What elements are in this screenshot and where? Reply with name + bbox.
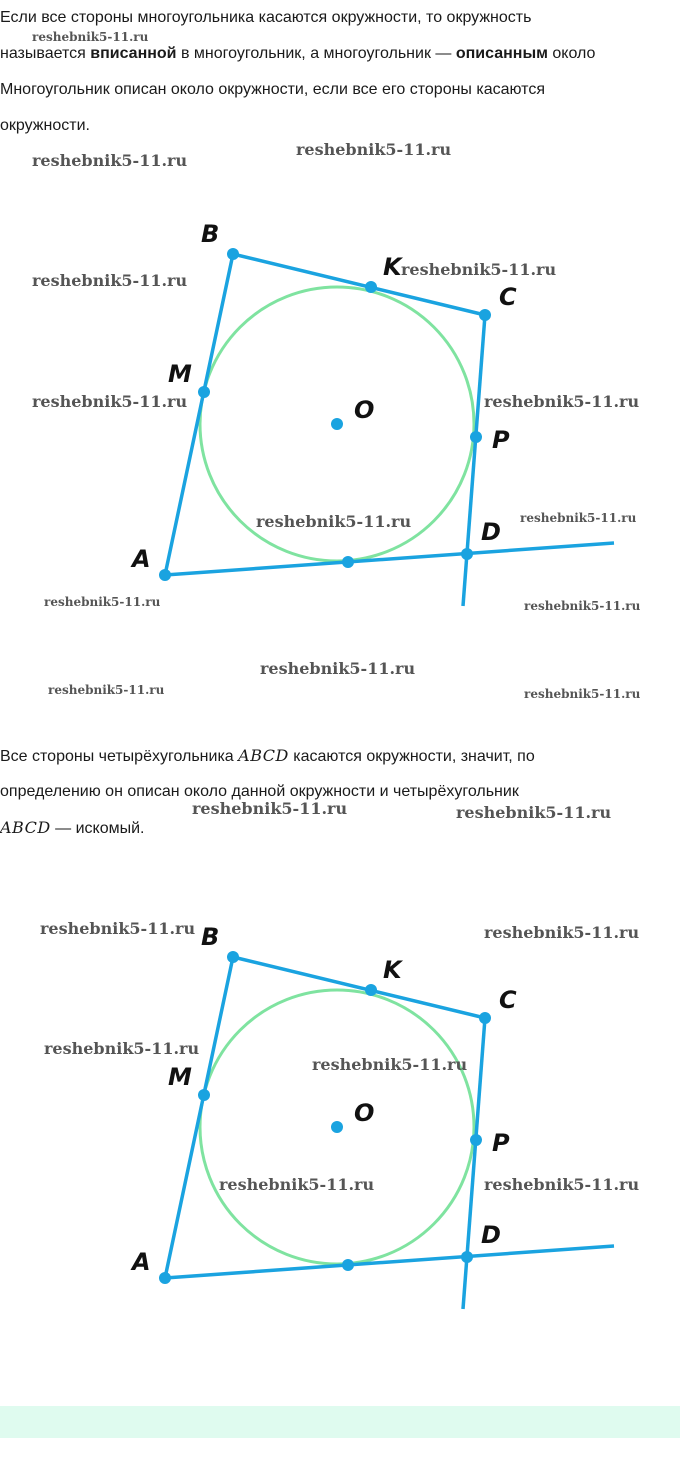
watermark: reshebnik5-11.ru — [456, 803, 612, 822]
watermark: reshebnik5-11.ru — [312, 1055, 468, 1074]
watermark: reshebnik5-11.ru — [401, 260, 557, 279]
label-m-2: M — [168, 1063, 192, 1091]
label-p: P — [492, 426, 510, 454]
point-d-2 — [461, 1251, 473, 1263]
label-a: A — [132, 545, 151, 573]
watermark: reshebnik5-11.ru — [484, 923, 640, 942]
side-ab-2 — [165, 957, 233, 1278]
point-m-2 — [198, 1089, 210, 1101]
label-o-2: O — [354, 1099, 375, 1127]
label-a-2: A — [132, 1248, 151, 1276]
term-circumscribed: описанным — [455, 45, 548, 62]
watermark: reshebnik5-11.ru — [524, 687, 641, 701]
side-ab — [165, 254, 233, 575]
intro-line-4: окружности. — [0, 117, 90, 134]
answer-line-3-b: — искомый. — [50, 820, 145, 837]
point-c-2 — [479, 1012, 491, 1024]
intro-line-2-c: в многоугольник, а многоугольник — — [176, 45, 456, 62]
quad-abcd: ABCD — [238, 746, 289, 765]
watermark: reshebnik5-11.ru — [44, 1039, 200, 1058]
answer-line-1-b: касаются окружности, значит, по — [288, 748, 535, 765]
watermark: reshebnik5-11.ru — [44, 595, 161, 609]
watermark: reshebnik5-11.ru — [524, 599, 641, 613]
intro-line-1: Если все стороны многоугольника касаются окружности, то окружность — [0, 9, 532, 26]
point-a — [159, 569, 171, 581]
point-b-2 — [227, 951, 239, 963]
point-d — [461, 548, 473, 560]
watermark: reshebnik5-11.ru — [256, 512, 412, 531]
answer-line-2: определению он описан около данной окружности и четырёхугольник — [0, 783, 519, 800]
watermark: reshebnik5-11.ru — [260, 659, 416, 678]
label-m: M — [168, 360, 192, 388]
intro-line-2-a: называется — [0, 45, 91, 62]
watermark: reshebnik5-11.ru — [32, 151, 188, 170]
point-p-2 — [470, 1134, 482, 1146]
quad-abcd-2: ABCD — [0, 818, 51, 837]
label-k-2: K — [383, 956, 402, 984]
point-bottom-tangent-2 — [342, 1259, 354, 1271]
point-c — [479, 309, 491, 321]
watermark: reshebnik5-11.ru — [296, 140, 452, 159]
label-p-2: P — [492, 1129, 510, 1157]
watermark: reshebnik5-11.ru — [40, 919, 196, 938]
answer-line-1-a: Все стороны четырёхугольника — [0, 748, 239, 765]
point-o-2 — [331, 1121, 343, 1133]
point-k-2 — [365, 984, 377, 996]
intro-line-2-e: около — [547, 45, 596, 62]
watermark: reshebnik5-11.ru — [520, 511, 637, 525]
point-b — [227, 248, 239, 260]
side-bc-2 — [233, 957, 485, 1018]
side-ad-extended — [165, 543, 614, 575]
side-ad-extended-2 — [165, 1246, 614, 1278]
point-p — [470, 431, 482, 443]
point-bottom-tangent — [342, 556, 354, 568]
watermark: reshebnik5-11.ru — [32, 392, 188, 411]
watermark: reshebnik5-11.ru — [484, 392, 640, 411]
label-d-2: D — [481, 1221, 501, 1249]
term-inscribed: вписанной — [90, 45, 177, 62]
point-m — [198, 386, 210, 398]
intro-line-3: Многоугольник описан около окружности, если все его стороны касаются — [0, 81, 545, 98]
label-b-2: B — [201, 923, 220, 951]
watermark: reshebnik5-11.ru — [484, 1175, 640, 1194]
label-o: O — [354, 396, 375, 424]
watermark: reshebnik5-11.ru — [32, 30, 149, 44]
point-k — [365, 281, 377, 293]
point-a-2 — [159, 1272, 171, 1284]
label-b: B — [201, 220, 220, 248]
label-c: C — [499, 283, 517, 311]
label-d: D — [481, 518, 501, 546]
side-cd-extended — [463, 315, 485, 606]
bottom-band — [0, 1406, 680, 1438]
watermark: reshebnik5-11.ru — [192, 799, 348, 818]
label-c-2: C — [499, 986, 517, 1014]
watermark: reshebnik5-11.ru — [219, 1175, 375, 1194]
watermark: reshebnik5-11.ru — [32, 271, 188, 290]
label-k: K — [383, 253, 402, 281]
watermark: reshebnik5-11.ru — [48, 683, 165, 697]
point-o — [331, 418, 343, 430]
